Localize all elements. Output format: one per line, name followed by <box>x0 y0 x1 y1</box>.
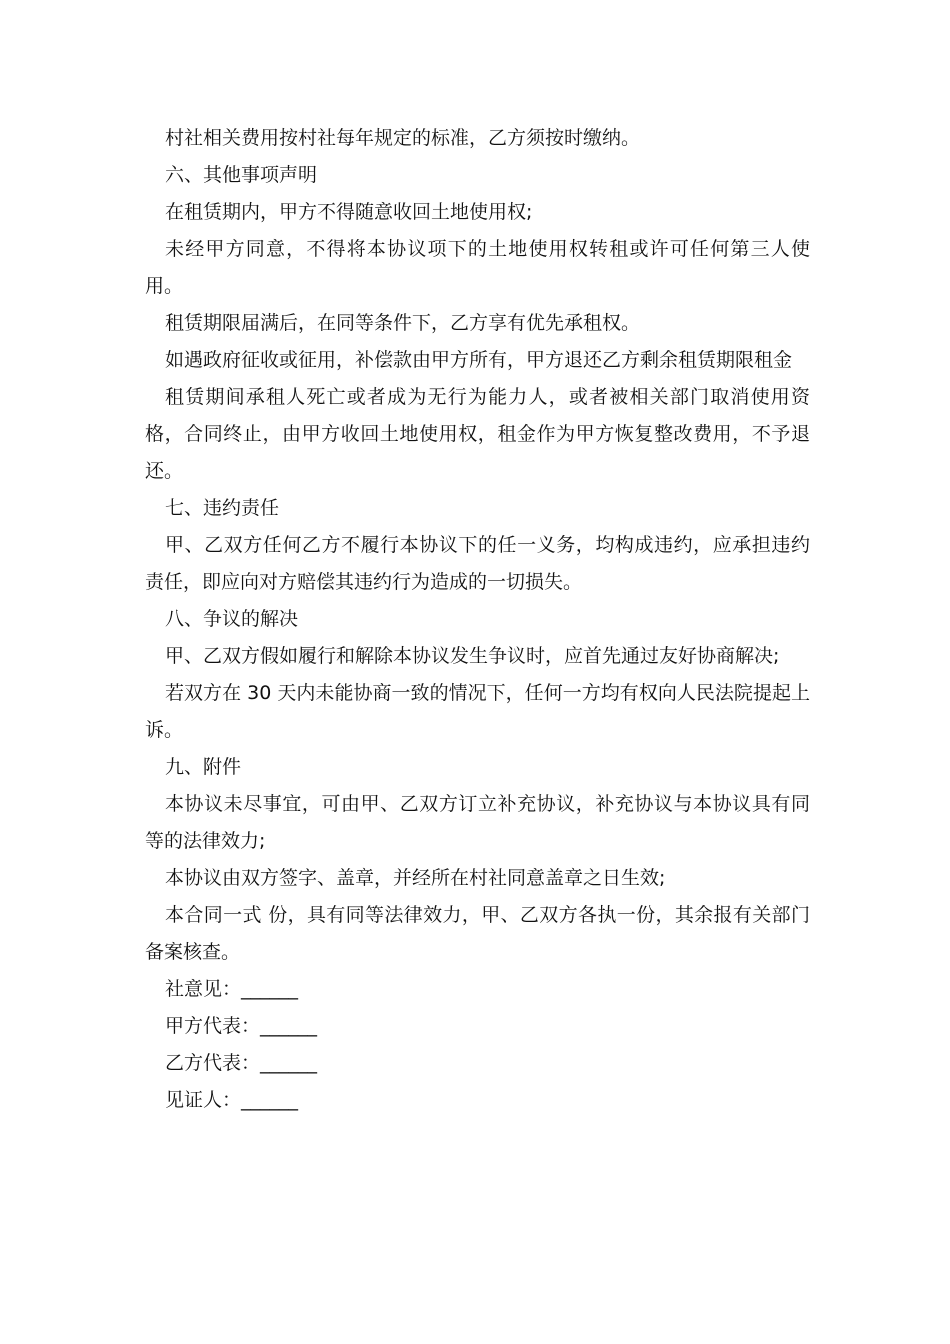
paragraph-breach-liability: 甲、乙双方任何乙方不履行本协议下的任一义务，均构成违约，应承担违约责任，即应向对方赔偿其违约行为造成的一切损失。 <box>145 534 810 593</box>
paragraph-copies: 本合同一式 份，具有同等法律效力，甲、乙双方各执一份，其余报有关部门备案核查。 <box>145 904 810 963</box>
signature-line-witness <box>145 1082 810 1119</box>
section-heading-breach: 七、违约责任 <box>165 497 280 519</box>
document-body <box>145 120 810 1119</box>
paragraph-expropriation: 如遇政府征收或征用，补偿款由甲方所有，甲方退还乙方剩余租赁期限租金 <box>165 349 793 371</box>
signature-label: 甲方代表： <box>165 1015 261 1037</box>
paragraph-effective: 本协议由双方签字、盖章，并经所在村社同意盖章之日生效; <box>165 867 666 889</box>
section-heading-attachment: 九、附件 <box>165 756 242 778</box>
signature-line-community <box>145 971 810 1008</box>
signature-label: 社意见： <box>165 978 242 1000</box>
signature-line-party-a <box>145 1008 810 1045</box>
signature-blank: ______ <box>260 1015 318 1037</box>
signature-label: 乙方代表： <box>165 1052 261 1074</box>
section-heading-dispute: 八、争议的解决 <box>165 608 299 630</box>
signature-blank: ______ <box>241 1089 299 1111</box>
signature-label: 见证人： <box>165 1089 242 1111</box>
paragraph-no-sublease: 未经甲方同意，不得将本协议项下的土地使用权转租或许可任何第三人使用。 <box>145 238 810 297</box>
paragraph-termination: 租赁期间承租人死亡或者成为无行为能力人，或者被相关部门取消使用资格，合同终止，由甲方收回土地使用权，租金作为甲方恢复整改费用，不予退还。 <box>145 386 810 482</box>
paragraph-dispute-court: 若双方在 30 天内未能协商一致的情况下，任何一方均有权向人民法院提起上诉。 <box>145 682 810 741</box>
paragraph-supplementary: 本协议未尽事宜，可由甲、乙双方订立补充协议，补充协议与本协议具有同等的法律效力; <box>145 793 810 852</box>
paragraph-no-revoke: 在租赁期内，甲方不得随意收回土地使用权; <box>165 201 533 223</box>
signature-line-party-b <box>145 1045 810 1082</box>
signature-blank: ______ <box>241 978 299 1000</box>
signature-blank: ______ <box>260 1052 318 1074</box>
paragraph-priority-lease: 租赁期限届满后，在同等条件下，乙方享有优先承租权。 <box>165 312 641 334</box>
paragraph-fees: 村社相关费用按村社每年规定的标准，乙方须按时缴纳。 <box>165 127 641 149</box>
section-heading-other-matters: 六、其他事项声明 <box>165 164 318 186</box>
paragraph-dispute-negotiation: 甲、乙双方假如履行和解除本协议发生争议时，应首先通过友好协商解决; <box>165 645 780 667</box>
